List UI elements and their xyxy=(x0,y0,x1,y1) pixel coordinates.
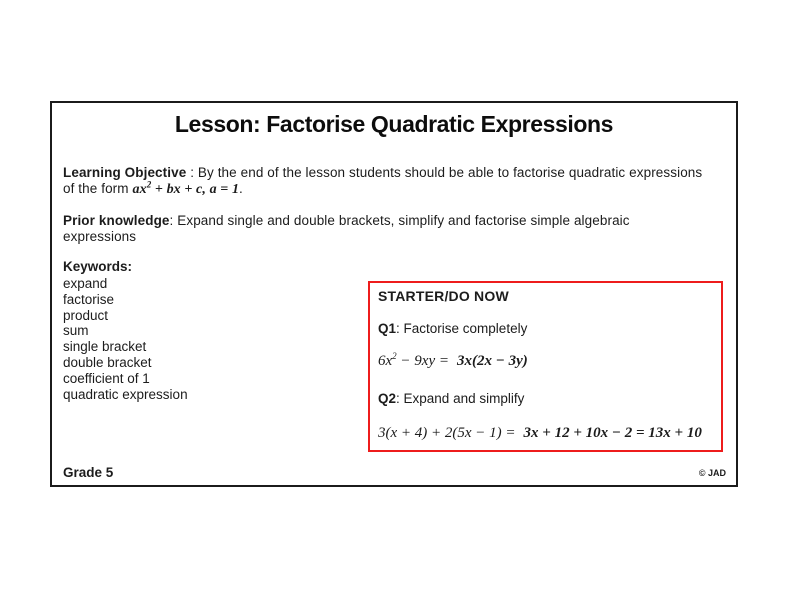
keyword-item: double bracket xyxy=(63,354,152,370)
learning-objective-separator: : xyxy=(186,165,198,180)
page-title: Lesson: Factorise Quadratic Expressions xyxy=(174,111,614,137)
keyword-item: sum xyxy=(63,323,89,339)
starter-do-now-box xyxy=(368,281,723,452)
lesson-slide xyxy=(50,101,738,487)
question-2-answer: 3x + 12 + 10x − 2 = 13x + 10 xyxy=(523,425,702,441)
keyword-item: product xyxy=(63,307,109,323)
question-1-equation xyxy=(378,353,528,370)
objective-formula: $ax^2$ + bx + c, a = 1 xyxy=(132,179,240,197)
keyword-item: expand xyxy=(63,276,108,291)
question-1-prompt: Q1: Factorise completely xyxy=(378,321,528,336)
keywords-label: Keywords: xyxy=(63,259,133,274)
question-2-prompt: Q2: Expand and simplify xyxy=(378,391,525,406)
prior-knowledge-paragraph xyxy=(63,213,725,245)
question-2-label: Q2 xyxy=(378,391,397,406)
prior-knowledge-text-line1: Expand single and double brackets, simplify and factorise simple algebraic xyxy=(177,213,630,228)
prior-knowledge-label: Prior knowledge xyxy=(63,213,170,228)
question-1-expression: $6x^2 - 9xy$ = xyxy=(378,351,449,369)
learning-objective-text-line2: of the form xyxy=(63,181,133,196)
keywords-list xyxy=(63,276,188,402)
keyword-item: coefficient of 1 xyxy=(63,370,150,386)
learning-objective-suffix: . xyxy=(239,181,243,196)
learning-objective-label: Learning Objective xyxy=(63,165,187,180)
learning-objective-paragraph xyxy=(63,165,725,198)
keyword-item: single bracket xyxy=(63,339,147,355)
question-1-answer: 3x(2x − 3y) xyxy=(456,353,528,369)
question-1-text: Factorise completely xyxy=(403,321,528,336)
question-2-text: Expand and simplify xyxy=(403,391,525,406)
keyword-item: factorise xyxy=(63,291,115,307)
question-2-expression: 3(x + 4) + 2(5x − 1) = xyxy=(378,425,516,441)
prior-knowledge-text-line2: expressions xyxy=(63,229,137,244)
keyword-item: quadratic expression xyxy=(63,386,188,402)
question-2-equation xyxy=(378,425,702,442)
copyright-label: © JAD xyxy=(698,468,726,478)
question-1-label: Q1 xyxy=(378,321,397,336)
grade-label: Grade 5 xyxy=(63,465,114,480)
learning-objective-text-line1: By the end of the lesson students should be able to factorise quadratic expressions xyxy=(197,165,703,180)
prior-knowledge-separator: : xyxy=(169,213,178,228)
starter-title: STARTER/DO NOW xyxy=(378,288,509,304)
